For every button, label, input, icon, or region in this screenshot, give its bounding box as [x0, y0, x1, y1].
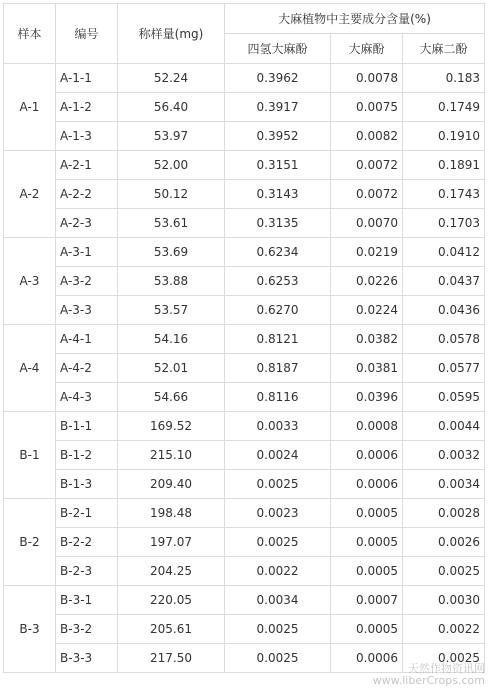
- weight-cell: 169.52: [118, 412, 225, 441]
- cbn-cell: 0.0075: [331, 93, 403, 122]
- cbn-cell: 0.0008: [331, 412, 403, 441]
- cbd-cell: 0.0044: [403, 412, 485, 441]
- thc-cell: 0.8187: [225, 354, 331, 383]
- table-row: [4, 64, 485, 93]
- cbn-cell: 0.0072: [331, 180, 403, 209]
- weight-cell: 53.69: [118, 238, 225, 267]
- weight-cell: 53.61: [118, 209, 225, 238]
- code-cell: A-3-3: [56, 296, 118, 325]
- weight-cell: 53.88: [118, 267, 225, 296]
- table-row: [4, 209, 485, 238]
- table-row: [4, 499, 485, 528]
- table-row: [4, 267, 485, 296]
- thc-cell: 0.3962: [225, 64, 331, 93]
- cbd-cell: 0.0030: [403, 586, 485, 615]
- sample-cell: A-2: [4, 151, 56, 238]
- header-content-group: 大麻植物中主要成分含量(%): [225, 4, 485, 34]
- thc-cell: 0.8121: [225, 325, 331, 354]
- thc-cell: 0.8116: [225, 383, 331, 412]
- header-sample: 样本: [4, 4, 56, 64]
- weight-cell: 50.12: [118, 180, 225, 209]
- weight-cell: 205.61: [118, 615, 225, 644]
- cbn-cell: 0.0005: [331, 615, 403, 644]
- code-cell: B-3-3: [56, 644, 118, 673]
- header-code: 编号: [56, 4, 118, 64]
- cbn-cell: 0.0005: [331, 499, 403, 528]
- cbd-cell: 0.0437: [403, 267, 485, 296]
- thc-cell: 0.0025: [225, 470, 331, 499]
- cbd-cell: 0.1910: [403, 122, 485, 151]
- weight-cell: 52.24: [118, 64, 225, 93]
- code-cell: B-2-3: [56, 557, 118, 586]
- code-cell: A-1-1: [56, 64, 118, 93]
- sample-cell: B-3: [4, 586, 56, 673]
- weight-cell: 54.16: [118, 325, 225, 354]
- code-cell: A-4-1: [56, 325, 118, 354]
- table-row: [4, 644, 485, 673]
- table-row: [4, 586, 485, 615]
- cbn-cell: 0.0070: [331, 209, 403, 238]
- table-row: [4, 441, 485, 470]
- table-row: [4, 383, 485, 412]
- header-weight: 称样量(mg): [118, 4, 225, 64]
- cbd-cell: 0.183: [403, 64, 485, 93]
- cbd-cell: 0.0436: [403, 296, 485, 325]
- cbd-cell: 0.1743: [403, 180, 485, 209]
- weight-cell: 209.40: [118, 470, 225, 499]
- cbn-cell: 0.0006: [331, 644, 403, 673]
- table-row: [4, 180, 485, 209]
- weight-cell: 52.00: [118, 151, 225, 180]
- cbd-cell: 0.1891: [403, 151, 485, 180]
- table-body: [4, 64, 485, 673]
- thc-cell: 0.6234: [225, 238, 331, 267]
- thc-cell: 0.0024: [225, 441, 331, 470]
- code-cell: A-4-2: [56, 354, 118, 383]
- cannabis-content-table: [3, 3, 485, 673]
- cbd-cell: 0.1749: [403, 93, 485, 122]
- sample-cell: B-2: [4, 499, 56, 586]
- thc-cell: 0.3135: [225, 209, 331, 238]
- sample-cell: A-1: [4, 64, 56, 151]
- cbn-cell: 0.0082: [331, 122, 403, 151]
- table-row: [4, 470, 485, 499]
- code-cell: A-2-1: [56, 151, 118, 180]
- cbd-cell: 0.0022: [403, 615, 485, 644]
- table-row: [4, 238, 485, 267]
- code-cell: B-1-1: [56, 412, 118, 441]
- cbd-cell: 0.0595: [403, 383, 485, 412]
- cbd-cell: 0.0026: [403, 528, 485, 557]
- code-cell: B-3-2: [56, 615, 118, 644]
- thc-cell: 0.3917: [225, 93, 331, 122]
- cbn-cell: 0.0381: [331, 354, 403, 383]
- thc-cell: 0.6270: [225, 296, 331, 325]
- cbn-cell: 0.0007: [331, 586, 403, 615]
- header-cbd: 大麻二酚: [403, 34, 485, 64]
- weight-cell: 56.40: [118, 93, 225, 122]
- table-row: [4, 528, 485, 557]
- table-row: [4, 354, 485, 383]
- weight-cell: 220.05: [118, 586, 225, 615]
- code-cell: A-2-3: [56, 209, 118, 238]
- cbd-cell: 0.1703: [403, 209, 485, 238]
- code-cell: A-2-2: [56, 180, 118, 209]
- thc-cell: 0.3952: [225, 122, 331, 151]
- cbn-cell: 0.0072: [331, 151, 403, 180]
- code-cell: A-3-1: [56, 238, 118, 267]
- thc-cell: 0.3151: [225, 151, 331, 180]
- thc-cell: 0.0025: [225, 528, 331, 557]
- weight-cell: 54.66: [118, 383, 225, 412]
- code-cell: A-1-2: [56, 93, 118, 122]
- weight-cell: 204.25: [118, 557, 225, 586]
- code-cell: B-1-2: [56, 441, 118, 470]
- code-cell: A-4-3: [56, 383, 118, 412]
- table-row: [4, 412, 485, 441]
- weight-cell: 198.48: [118, 499, 225, 528]
- cbn-cell: 0.0382: [331, 325, 403, 354]
- table-row: [4, 151, 485, 180]
- cbn-cell: 0.0396: [331, 383, 403, 412]
- table-row: [4, 93, 485, 122]
- thc-cell: 0.0023: [225, 499, 331, 528]
- table-row: [4, 122, 485, 151]
- weight-cell: 217.50: [118, 644, 225, 673]
- cbn-cell: 0.0005: [331, 557, 403, 586]
- weight-cell: 53.97: [118, 122, 225, 151]
- cbd-cell: 0.0025: [403, 644, 485, 673]
- thc-cell: 0.3143: [225, 180, 331, 209]
- cbn-cell: 0.0005: [331, 528, 403, 557]
- cbd-cell: 0.0032: [403, 441, 485, 470]
- thc-cell: 0.0034: [225, 586, 331, 615]
- watermark-line1: 天然作物资讯网: [408, 662, 485, 675]
- weight-cell: 52.01: [118, 354, 225, 383]
- cbd-cell: 0.0028: [403, 499, 485, 528]
- header-row-1: [4, 4, 485, 34]
- code-cell: B-3-1: [56, 586, 118, 615]
- sample-cell: A-3: [4, 238, 56, 325]
- cbd-cell: 0.0578: [403, 325, 485, 354]
- header-thc: 四氢大麻酚: [225, 34, 331, 64]
- table-row: [4, 557, 485, 586]
- table-row: [4, 615, 485, 644]
- weight-cell: 197.07: [118, 528, 225, 557]
- cbn-cell: 0.0006: [331, 470, 403, 499]
- weight-cell: 215.10: [118, 441, 225, 470]
- sample-cell: B-1: [4, 412, 56, 499]
- table-header: [4, 4, 485, 64]
- cbn-cell: 0.0006: [331, 441, 403, 470]
- code-cell: A-1-3: [56, 122, 118, 151]
- thc-cell: 0.0033: [225, 412, 331, 441]
- code-cell: B-1-3: [56, 470, 118, 499]
- cbn-cell: 0.0224: [331, 296, 403, 325]
- header-cbn: 大麻酚: [331, 34, 403, 64]
- cbd-cell: 0.0577: [403, 354, 485, 383]
- code-cell: B-2-1: [56, 499, 118, 528]
- cbd-cell: 0.0025: [403, 557, 485, 586]
- thc-cell: 0.0025: [225, 644, 331, 673]
- cbd-cell: 0.0412: [403, 238, 485, 267]
- weight-cell: 53.57: [118, 296, 225, 325]
- thc-cell: 0.0025: [225, 615, 331, 644]
- cbn-cell: 0.0226: [331, 267, 403, 296]
- thc-cell: 0.0022: [225, 557, 331, 586]
- table-row: [4, 325, 485, 354]
- sample-cell: A-4: [4, 325, 56, 412]
- code-cell: A-3-2: [56, 267, 118, 296]
- watermark-line2: www.liberCrops.com: [372, 674, 485, 687]
- table-row: [4, 296, 485, 325]
- cbn-cell: 0.0078: [331, 64, 403, 93]
- cbn-cell: 0.0219: [331, 238, 403, 267]
- cbd-cell: 0.0034: [403, 470, 485, 499]
- thc-cell: 0.6253: [225, 267, 331, 296]
- code-cell: B-2-2: [56, 528, 118, 557]
